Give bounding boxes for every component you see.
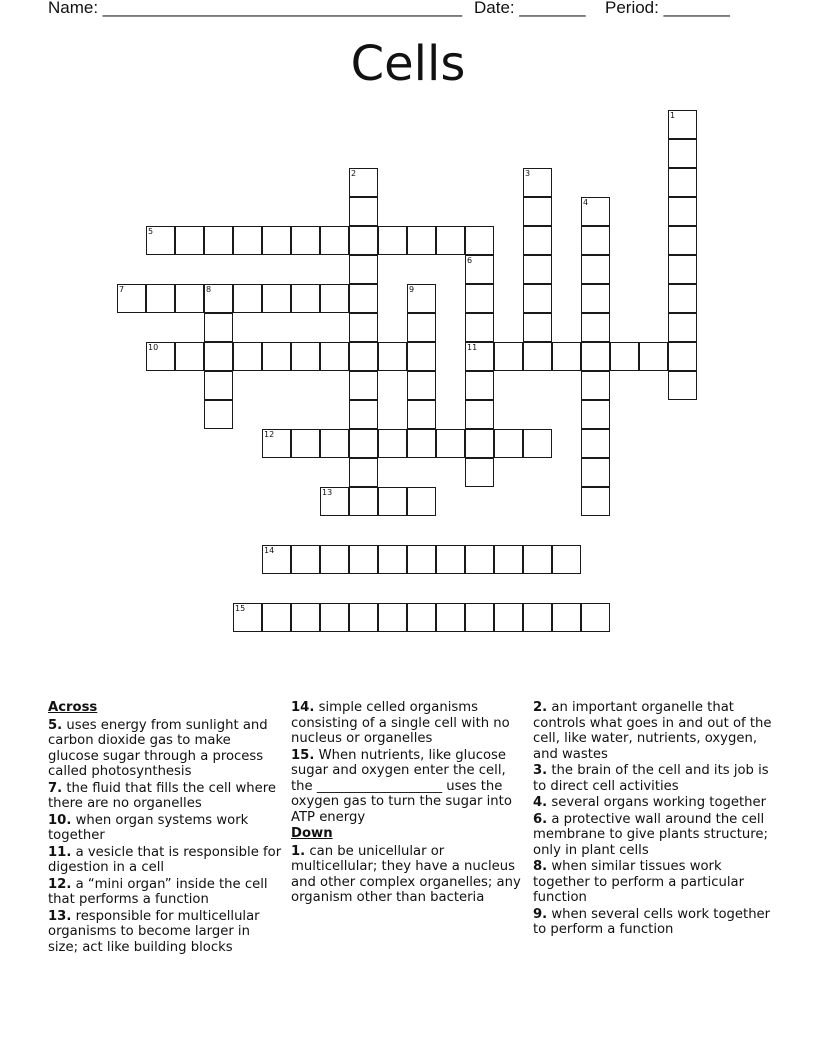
clues-column-3 (533, 700, 773, 939)
crossword-cell[interactable] (668, 255, 697, 284)
crossword-cell[interactable] (291, 603, 320, 632)
clue-number-label: 11 (467, 343, 478, 352)
crossword-cell[interactable] (494, 429, 523, 458)
crossword-cell[interactable] (581, 342, 610, 371)
clue-number: 12. (48, 876, 72, 892)
down-clue-6 (533, 812, 773, 859)
crossword-cell[interactable] (407, 371, 436, 400)
crossword-cell[interactable] (175, 226, 204, 255)
name-field-label[interactable]: Name: ______________________________________ (48, 0, 463, 17)
crossword-cell-11[interactable] (465, 342, 494, 371)
clue-text: When nutrients, like glucose sugar and oxygen enter the cell, the ___________________ uses the oxygen gas to turn the sugar into ATP energy (291, 747, 512, 825)
crossword-cell[interactable] (320, 226, 349, 255)
clue-number-label: 6 (467, 256, 473, 265)
crossword-cell[interactable] (465, 458, 494, 487)
crossword-cell[interactable] (320, 603, 349, 632)
crossword-cell[interactable] (581, 603, 610, 632)
clue-number: 15. (291, 747, 315, 763)
clue-text: several organs working together (547, 795, 767, 810)
crossword-cell[interactable] (291, 342, 320, 371)
clue-number-label: 14 (264, 546, 275, 555)
clue-number-label: 13 (322, 488, 333, 497)
clue-text: an important organelle that controls what goes in and out of the cell, like water, nutrients, oxygen, and wastes (533, 700, 772, 762)
crossword-cell[interactable] (349, 284, 378, 313)
crossword-cell[interactable] (494, 545, 523, 574)
crossword-cell[interactable] (407, 313, 436, 342)
crossword-cell[interactable] (349, 313, 378, 342)
crossword-cell[interactable] (668, 313, 697, 342)
clue-number-label: 9 (409, 285, 415, 294)
clue-number: 10. (48, 812, 72, 828)
crossword-cell[interactable] (407, 487, 436, 516)
clue-number-label: 5 (148, 227, 154, 236)
clue-number: 9. (533, 906, 548, 922)
down-clue-8 (533, 859, 773, 906)
clue-number: 5. (48, 717, 63, 733)
crossword-cell[interactable] (378, 487, 407, 516)
clue-text: simple celled organisms consisting of a single cell with no nucleus or organelles (291, 700, 510, 746)
crossword-cell[interactable] (262, 342, 291, 371)
crossword-cell[interactable] (349, 487, 378, 516)
crossword-cell[interactable] (581, 429, 610, 458)
crossword-cell[interactable] (465, 603, 494, 632)
clue-number-label: 3 (525, 169, 531, 178)
clue-text: a “mini organ” inside the cell that performs a function (48, 876, 268, 907)
across-clue-12 (48, 877, 284, 908)
date-field-label[interactable]: Date: _______ (474, 0, 586, 17)
clue-number-label: 4 (583, 198, 589, 207)
crossword-cell[interactable] (581, 371, 610, 400)
clue-number: 3. (533, 763, 548, 778)
crossword-cell[interactable] (581, 255, 610, 284)
crossword-cell-10[interactable] (146, 342, 175, 371)
crossword-cell-12[interactable] (262, 429, 291, 458)
clue-text: responsible for multicellular organisms to become larger in size; act like building blocks (48, 908, 260, 955)
crossword-cell-1[interactable] (668, 110, 697, 139)
crossword-cell[interactable] (552, 342, 581, 371)
crossword-cell[interactable] (262, 284, 291, 313)
clue-text: a vesicle that is responsible for digestion in a cell (48, 844, 282, 875)
crossword-cell[interactable] (581, 487, 610, 516)
down-clue-4 (533, 795, 773, 811)
clue-number-label: 15 (235, 604, 246, 613)
crossword-cell[interactable] (668, 226, 697, 255)
crossword-cell[interactable] (349, 342, 378, 371)
crossword-cell[interactable] (349, 255, 378, 284)
crossword-cell[interactable] (320, 545, 349, 574)
crossword-cell[interactable] (581, 458, 610, 487)
clue-text: uses energy from sunlight and carbon dioxide gas to make glucose sugar through a process called photosynthesis (48, 717, 268, 779)
crossword-cell[interactable] (233, 284, 262, 313)
crossword-cell[interactable] (523, 255, 552, 284)
crossword-cell[interactable] (204, 371, 233, 400)
crossword-cell[interactable] (378, 545, 407, 574)
crossword-cell[interactable] (668, 284, 697, 313)
crossword-cell[interactable] (668, 342, 697, 371)
across-clue-14 (291, 700, 527, 747)
crossword-cell[interactable] (349, 458, 378, 487)
crossword-cell[interactable] (436, 545, 465, 574)
clue-number-label: 7 (119, 285, 125, 294)
crossword-cell[interactable] (581, 313, 610, 342)
page-title: Cells (350, 36, 466, 92)
crossword-cell[interactable] (523, 226, 552, 255)
crossword-cell[interactable] (407, 226, 436, 255)
crossword-cell[interactable] (320, 429, 349, 458)
crossword-cell[interactable] (204, 226, 233, 255)
crossword-cell-13[interactable] (320, 487, 349, 516)
clue-text: the fluid that fills the cell where there are no organelles (48, 780, 276, 811)
crossword-cell[interactable] (378, 603, 407, 632)
crossword-cell[interactable] (668, 168, 697, 197)
clue-number: 7. (48, 780, 63, 796)
across-clue-11 (48, 845, 284, 876)
crossword-cell[interactable] (465, 545, 494, 574)
crossword-cell[interactable] (523, 284, 552, 313)
crossword-cell[interactable] (291, 226, 320, 255)
crossword-cell[interactable] (378, 226, 407, 255)
clue-number-label: 10 (148, 343, 159, 352)
crossword-cell[interactable] (407, 342, 436, 371)
crossword-cell[interactable] (204, 313, 233, 342)
crossword-cell-15[interactable] (233, 603, 262, 632)
crossword-cell[interactable] (320, 342, 349, 371)
crossword-cell[interactable] (581, 400, 610, 429)
crossword-cell[interactable] (175, 342, 204, 371)
across-heading: Across (48, 700, 98, 715)
clue-text: when several cells work together to perform a function (533, 906, 771, 937)
crossword-cell-7[interactable] (117, 284, 146, 313)
crossword-cell[interactable] (523, 313, 552, 342)
crossword-cell[interactable] (407, 603, 436, 632)
crossword-cell[interactable] (581, 284, 610, 313)
clues-column-2 (291, 700, 527, 907)
clue-number: 8. (533, 859, 548, 874)
crossword-cell[interactable] (523, 342, 552, 371)
down-heading: Down (291, 826, 333, 841)
clue-text: a protective wall around the cell membrane to give plants structure; only in plant cells (533, 811, 768, 858)
crossword-cell[interactable] (465, 400, 494, 429)
crossword-cell[interactable] (407, 429, 436, 458)
crossword-cell[interactable] (291, 429, 320, 458)
crossword-cell[interactable] (581, 226, 610, 255)
crossword-cell[interactable] (465, 284, 494, 313)
clue-number: 14. (291, 700, 315, 715)
across-clue-13 (48, 909, 284, 956)
crossword-cell[interactable] (523, 545, 552, 574)
crossword-cell-4[interactable] (581, 197, 610, 226)
down-clue-1 (291, 844, 527, 906)
crossword-cell-5[interactable] (146, 226, 175, 255)
clue-number-label: 1 (670, 111, 676, 120)
crossword-cell[interactable] (668, 197, 697, 226)
crossword-cell[interactable] (436, 603, 465, 632)
crossword-cell-8[interactable] (204, 284, 233, 313)
crossword-cell[interactable] (349, 371, 378, 400)
crossword-cell[interactable] (436, 429, 465, 458)
crossword-cell[interactable] (320, 284, 349, 313)
down-clue-2 (533, 700, 773, 762)
clue-number-label: 2 (351, 169, 357, 178)
across-clue-15 (291, 748, 527, 826)
crossword-cell[interactable] (407, 400, 436, 429)
crossword-cell[interactable] (407, 545, 436, 574)
crossword-cell[interactable] (204, 400, 233, 429)
clue-text: when organ systems work together (48, 812, 249, 843)
crossword-cell[interactable] (494, 603, 523, 632)
crossword-cell[interactable] (523, 603, 552, 632)
crossword-cell[interactable] (465, 313, 494, 342)
clue-number: 1. (291, 843, 306, 859)
crossword-cell[interactable] (639, 342, 668, 371)
crossword-cell[interactable] (465, 226, 494, 255)
clue-number: 4. (533, 795, 548, 810)
clues-column-1 (48, 700, 284, 956)
clue-number-label: 12 (264, 430, 275, 439)
crossword-cell[interactable] (233, 226, 262, 255)
crossword-cell[interactable] (349, 603, 378, 632)
crossword-cell[interactable] (233, 342, 262, 371)
crossword-cell[interactable] (668, 139, 697, 168)
crossword-cell-14[interactable] (262, 545, 291, 574)
crossword-cell[interactable] (465, 429, 494, 458)
across-clue-7 (48, 781, 284, 812)
crossword-cell-6[interactable] (465, 255, 494, 284)
across-clue-5 (48, 718, 284, 780)
crossword-cell[interactable] (349, 226, 378, 255)
crossword-cell[interactable] (552, 603, 581, 632)
period-field-label[interactable]: Period: _______ (605, 0, 730, 17)
crossword-cell[interactable] (349, 429, 378, 458)
crossword-cell[interactable] (378, 429, 407, 458)
down-clue-9 (533, 907, 773, 938)
crossword-cell[interactable] (465, 371, 494, 400)
crossword-cell[interactable] (262, 226, 291, 255)
clue-number-label: 8 (206, 285, 212, 294)
clue-number: 13. (48, 908, 72, 924)
crossword-cell[interactable] (291, 545, 320, 574)
crossword-cell[interactable] (668, 371, 697, 400)
crossword-cell[interactable] (175, 284, 204, 313)
crossword-cell[interactable] (610, 342, 639, 371)
crossword-cell[interactable] (204, 342, 233, 371)
crossword-cell[interactable] (378, 342, 407, 371)
clue-text: when similar tissues work together to perform a particular function (533, 859, 745, 905)
crossword-cell[interactable] (349, 545, 378, 574)
crossword-cell[interactable] (552, 545, 581, 574)
across-clue-10 (48, 813, 284, 844)
crossword-cell[interactable] (146, 284, 175, 313)
crossword-cell[interactable] (291, 284, 320, 313)
down-clue-3 (533, 763, 773, 794)
crossword-cell[interactable] (436, 226, 465, 255)
crossword-cell[interactable] (494, 342, 523, 371)
crossword-cell-2[interactable] (349, 168, 378, 197)
crossword-cell-3[interactable] (523, 168, 552, 197)
crossword-cell[interactable] (262, 603, 291, 632)
crossword-cell[interactable] (523, 197, 552, 226)
clue-number: 11. (48, 844, 72, 860)
clue-text: can be unicellular or multicellular; they have a nucleus and other complex organelles; any organism other than bacteria (291, 843, 521, 905)
crossword-cell[interactable] (523, 429, 552, 458)
crossword-cell[interactable] (349, 400, 378, 429)
clue-number: 6. (533, 811, 548, 827)
clue-text: the brain of the cell and its job is to direct cell activities (533, 763, 769, 794)
crossword-cell-9[interactable] (407, 284, 436, 313)
clue-number: 2. (533, 700, 548, 715)
crossword-cell[interactable] (349, 197, 378, 226)
